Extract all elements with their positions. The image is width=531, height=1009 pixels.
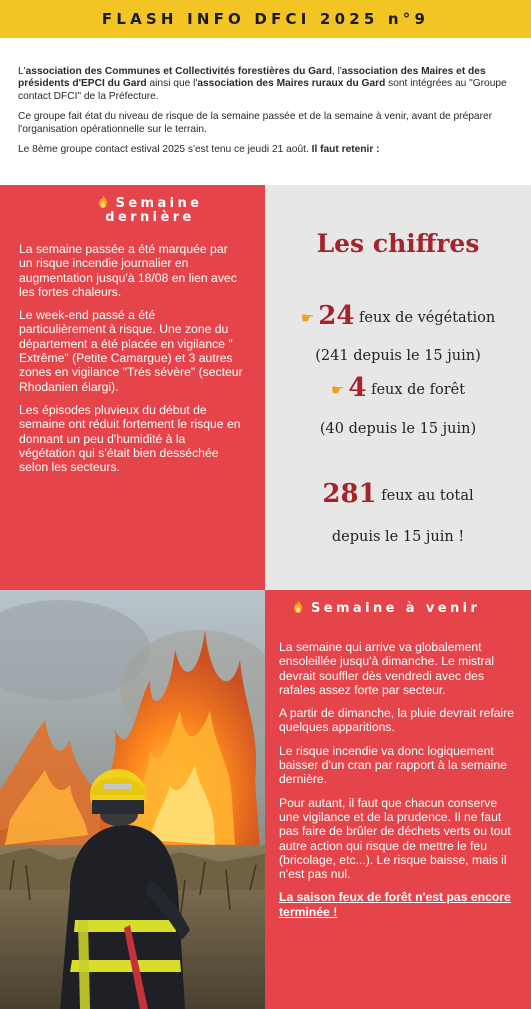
next-week-paragraph: Pour autant, il faut que chacun conserve une vigilance et de la prudence. Il ne faut pas faire de brûler de déchets verts ou tout autre action qui risque de mettre le feu (bricolage, etc...). Le risque baisse, mais il n'est pas nul. xyxy=(279,795,511,882)
last-week-title: Semaine dernière xyxy=(70,195,230,225)
firefighter-photo xyxy=(0,590,265,1009)
total-fires xyxy=(265,479,531,509)
forest-fires-since: (40 depuis le 15 juin) xyxy=(319,421,477,437)
figures-section xyxy=(265,185,531,590)
total-fires-since: depuis le 15 juin ! xyxy=(331,529,465,545)
forest-fires-count: 4 xyxy=(348,373,367,403)
last-week-text xyxy=(19,242,243,483)
vegetation-fires-count: 24 xyxy=(318,301,355,331)
last-week-section xyxy=(0,185,265,590)
intro-paragraph-2: Ce groupe fait état du niveau de risque de la semaine passée et de la semaine à venir, avant de préparer l'organisation opérationnelle sur le terrain. xyxy=(18,111,493,135)
newsletter-title: FLASH INFO DFCI 2025 n°9 xyxy=(101,10,430,28)
total-fires-count: 281 xyxy=(322,479,377,509)
last-week-paragraph: Les épisodes pluvieux du début de semaine ont réduit fortement le risque en donnant un peu d'humidité à la végétation qui s'était bien desséchée selon les secteurs. xyxy=(19,402,241,475)
pointing-hand-icon: ☛ xyxy=(330,381,345,399)
intro-paragraph-1: L'association des Communes et Collectivités forestières du Gard, l'association des Maires et des présidents d'EPCI du Gard ainsi que l'association des Maires ruraux du Gard sont intégrées au "Groupe contact DFCI" de la Préfecture. xyxy=(18,66,507,102)
next-week-paragraph: A partir de dimanche, la pluie devrait refaire quelques apparitions. xyxy=(279,706,515,735)
next-week-title: Semaine à venir xyxy=(293,600,531,616)
figures-title: Les chiffres xyxy=(316,229,480,258)
last-week-paragraph: La semaine passée a été marquée par un risque incendie journalier en augmentation jusqu'à 18/08 en lien avec les fortes chaleurs. xyxy=(19,242,237,299)
vegetation-fires-since: (241 depuis le 15 juin) xyxy=(315,348,481,364)
season-not-over-link[interactable]: La saison feux de forêt n'est pas encore terminée ! xyxy=(279,890,511,919)
vegetation-fires-label: feux de végétation xyxy=(354,310,496,326)
forest-fires xyxy=(265,373,531,403)
flame-icon xyxy=(98,195,108,208)
pointing-hand-icon: ☛ xyxy=(300,309,315,327)
intro-paragraph-3: Le 8ème groupe contact estival 2025 s'est tenu ce jeudi 21 août. Il faut retenir : xyxy=(18,144,380,156)
forest-fires-label: feux de forêt xyxy=(366,382,466,398)
intro xyxy=(18,66,514,164)
next-week-section xyxy=(265,590,531,1009)
header-bar xyxy=(0,0,531,38)
next-week-text xyxy=(279,640,519,928)
vegetation-fires xyxy=(265,301,531,331)
last-week-paragraph: Le week-end passé a été particulièrement à risque. Une zone du département a été placée en vigilance " Extrême" (Petite Camargue) et 3 autres zones en vigilance "Trés sévère" (secteur Rhodanien élargi). xyxy=(19,308,243,394)
flame-icon xyxy=(293,600,303,613)
next-week-paragraph: Le risque incendie va donc logiquement baisser d'un cran par rapport à la semaine dernière. xyxy=(279,743,507,787)
total-fires-label: feux au total xyxy=(376,488,474,504)
next-week-paragraph: La semaine qui arrive va globalement ensoleillée jusqu'à dimanche. Le mistral devrait souffler dès vendredi avec des rafales assez forte par secteur. xyxy=(279,640,495,697)
